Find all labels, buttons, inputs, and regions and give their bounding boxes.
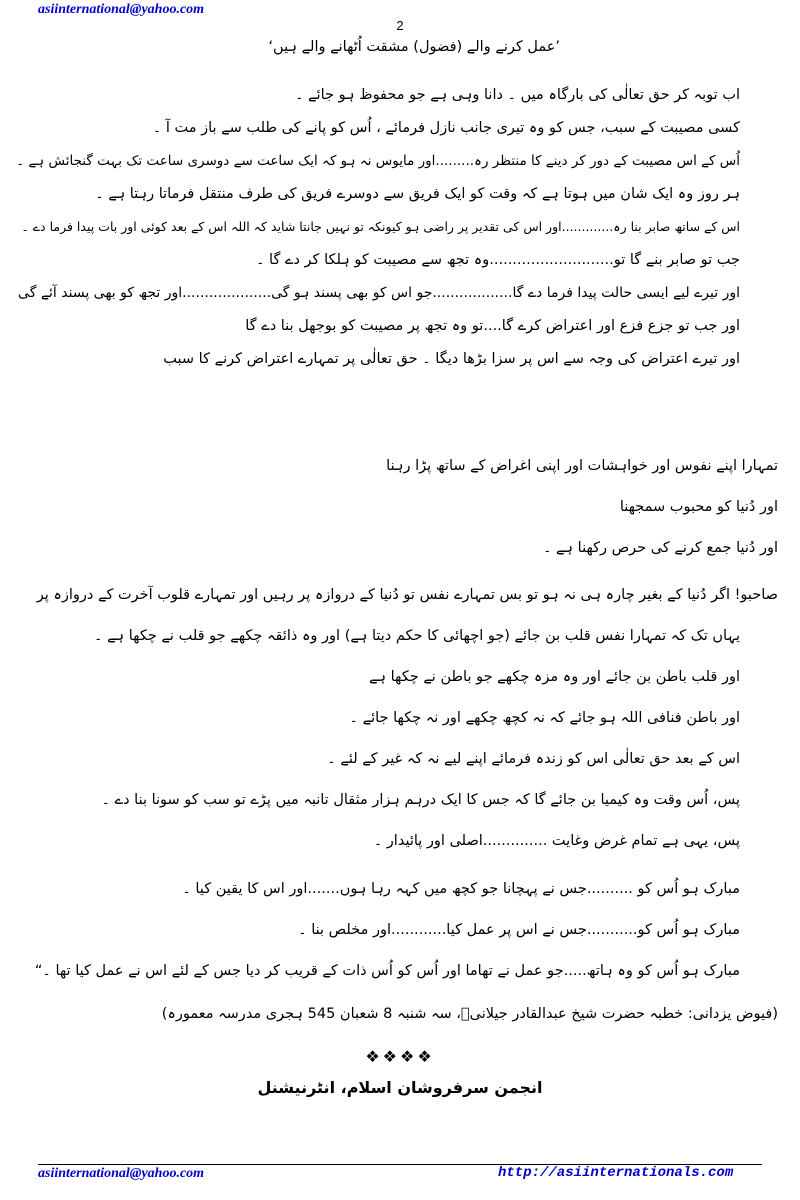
text-line: اور جب تو جزع فزع اور اعتراض کرے گا....تو وہ تجھ پر مصیبت کو بوجھل بنا دے گا xyxy=(245,318,740,334)
footer-url-link[interactable]: http://asiinternationals.com xyxy=(498,1165,734,1181)
text-line: اُس کے اس مصیبت کے دور کر دینے کا منتظر رہ.........اور مایوس نہ ہو کہ ایک ساعت سے دوسری ساعت تک بہت گنجائش ہے ۔ xyxy=(16,153,740,169)
text-line: تمہارا اپنے نفوس اور خواہشات اور اپنی اغراض کے ساتھ پڑا رہنا xyxy=(386,458,778,474)
organization-name: انجمن سرفروشان اسلام، انٹرنیشنل xyxy=(257,1078,543,1097)
text-line: کسی مصیبت کے سبب، جس کو وہ تیری جانب نازل فرمائے ، اُس کو پانے کی طلب سے باز مت آ ۔ xyxy=(152,120,740,136)
text-line: مبارک ہو اُس کو وہ ہاتھ.....جو عمل نے تھاما اور اُس کو اُس ذات کے قریب کر دیا جس کے لئے اس نے عمل کیا تھا ۔“ xyxy=(34,963,740,979)
text-line: اس کے بعد حق تعالٰی اس کو زندہ فرمائے اپنے لیے نہ کہ غیر کے لئے ۔ xyxy=(327,751,740,767)
text-line: اور تیرے لیے ایسی حالت پیدا فرما دے گا..................جو اس کو بھی پسند ہو گی....................اور تجھ کو بھی پسند آئے گی xyxy=(18,285,740,301)
header-email[interactable]: asiinternational@yahoo.com xyxy=(38,2,205,17)
ornament-stars-icon: ❖❖❖❖ xyxy=(365,1047,435,1066)
text-line: ہر روز وہ ایک شان میں ہوتا ہے کہ وقت کو ایک فریق سے دوسرے فریق کی طرف منتقل فرماتا رہتا ہے ۔ xyxy=(95,186,740,202)
footer-email[interactable]: asiinternational@yahoo.com xyxy=(38,1166,205,1181)
text-line: اس کے ساتھ صابر بنا رہ.............اور اس کی تقدیر پر راضی ہو کیونکہ تو نہیں جانتا شاید کہ اللہ اس کے بعد کوئی اور بات پیدا فرما دے ۔ xyxy=(21,219,740,234)
text-line: اور دُنیا جمع کرنے کی حرص رکھنا ہے ۔ xyxy=(542,540,778,556)
text-line: اور دُنیا کو محبوب سمجھنا xyxy=(619,499,778,515)
text-line: ’عمل کرنے والے (فضول) مشقت اُٹھانے والے ہیں‘ xyxy=(268,39,560,55)
text-line: صاحبو! اگر دُنیا کے بغیر چارہ ہی نہ ہو تو بس تمہارے نفس تو دُنیا کے دروازہ پر رہیں اور تمہارے قلوب آخرت کے دروازہ پر xyxy=(36,587,778,603)
text-line: پس، اُس وقت وہ کیمیا بن جائے گا کہ جس کا ایک درہم ہزار مثقال تانبہ میں پڑے تو سب کو سونا بنا دے ۔ xyxy=(101,792,740,808)
text-line: اور باطن فنافی اللہ ہو جائے کہ نہ کچھ چکھے اور نہ چکھا جائے ۔ xyxy=(349,710,740,726)
text-line: مبارک ہو اُس کو...........جس نے اس پر عمل کیا............اور مخلص بنا ۔ xyxy=(298,922,740,938)
page-number: 2 xyxy=(396,18,404,33)
citation-line: (فیوض یزدانی: خطبہ حضرت شیخ عبدالقادر جیلانیؒ، سہ شنبہ 8 شعبان 545 ہجری مدرسہ معمورہ) xyxy=(161,1006,778,1022)
text-line: یہاں تک کہ تمہارا نفس قلب بن جائے (جو اچھائی کا حکم دیتا ہے) اور وہ ذائقہ چکھے جو قلب نے چکھا ہے ۔ xyxy=(94,628,740,644)
text-line: اب توبہ کر حق تعالٰی کی بارگاہ میں ۔ دانا وہی ہے جو محفوظ ہو جائے ۔ xyxy=(294,87,740,103)
text-line: پس، یہی ہے تمام غرض وغایت ..............اصلی اور پائیدار ۔ xyxy=(373,833,740,849)
text-line: اور قلب باطن بن جائے اور وہ مزہ چکھے جو باطن نے چکھا ہے xyxy=(369,669,740,685)
text-line: جب تو صابر بنے گا تو...........................وہ تجھ سے مصیبت کو ہلکا کر دے گا ۔ xyxy=(255,252,740,268)
text-line: مبارک ہو اُس کو ..........جس نے پہچانا جو کچھ میں کہہ رہا ہوں.......اور اس کا یقین کیا ۔ xyxy=(182,881,740,897)
text-line: اور تیرے اعتراض کی وجہ سے اس پر سزا بڑھا دیگا ۔ حق تعالٰی پر تمہارے اعتراض کرنے کا سبب xyxy=(163,351,740,367)
